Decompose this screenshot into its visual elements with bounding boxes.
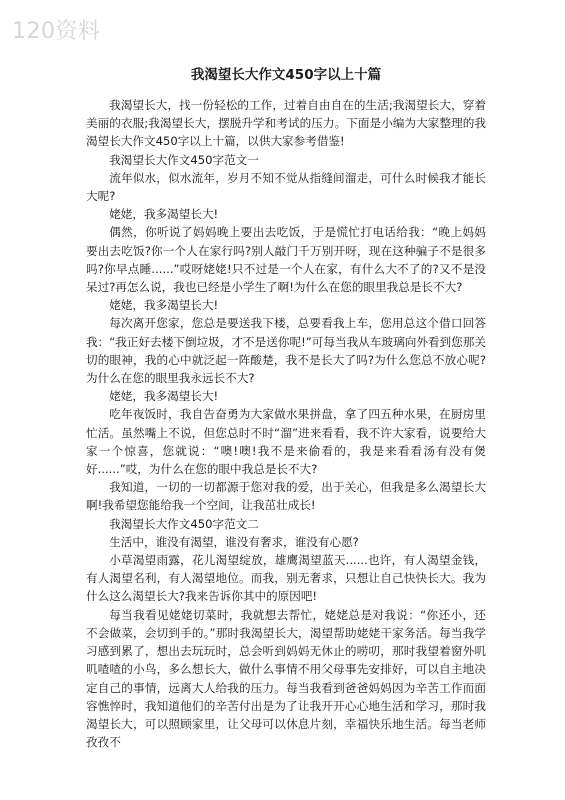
paragraph: 我渴望长大，找一份轻松的工作，过着自由自在的生活;我渴望长大，穿着美丽的衣服;我渴望长大，摆脱升学和考试的压力。下面是小编为大家整理的我渴望长大作文450字以上十篇，以供大家参考借鉴!: [86, 98, 486, 149]
paragraph: 每次离开您家，您总是要送我下楼，总要看我上车，您用总这个借口回答我：“我正好去楼下倒垃圾，才不是送你呢!”可每当我从车玻璃向外看到您那关切的眼神，我的心中就泛起一阵酸楚，我不是长大了吗?为什么您总不放心呢?为什么在您的眼里我永远长不大?: [86, 316, 486, 386]
paragraph: 姥姥，我多渴望长大!: [109, 298, 219, 313]
section-heading: 我渴望长大作文450字范文一: [109, 152, 259, 167]
paragraph: 姥姥，我多渴望长大!: [109, 389, 219, 404]
document-title: 我渴望长大作文450字以上十篇: [190, 67, 382, 83]
paragraph: 生活中，谁没有渴望，谁没有奢求，谁没有心愿?: [109, 534, 359, 549]
paragraph: 流年似水，似水流年，岁月不知不觉从指缝间溜走，可什么时候我才能长大呢?: [86, 170, 486, 204]
paragraph: 姥姥，我多渴望长大!: [109, 207, 219, 222]
paragraph: 偶然，你听说了妈妈晚上要出去吃饭，于是慌忙打电话给我：“晚上妈妈要出去吃饭?你一个人在家行吗?别人敲门千万别开呀，现在这种骗子不是很多吗?你早点睡......”哎呀姥姥!只不过是一个人在家，有什么大不了的?又不是没呆过?再怎么说，我也已经是小学生了啊!为什么在您的眼里我总是长不大?: [86, 225, 486, 295]
document-page: [86, 66, 486, 751]
section-heading: 我渴望长大作文450字范文二: [109, 516, 259, 531]
document-body: [86, 96, 486, 751]
paragraph: 我知道，一切的一切都源于您对我的爱，出于关心，但我是多么渴望长大啊!我希望您能给我一个空间，让我茁壮成长!: [86, 480, 486, 513]
watermark: 120资料: [12, 19, 101, 44]
paragraph: 每当我看见姥姥切菜时，我就想去帮忙，姥姥总是对我说：“你还小，还不会做菜，会切到手的。”那时我渴望长大，渴望帮助姥姥干家务活。每当我学习感到累了，想出去玩玩时，总会听到妈妈无休止的唠叨，那时我望着窗外叽叽喳喳的小鸟，多么想长大，做什么事情不用父母事先安排好，可以自主地决定自己的事情，远离大人给我的压力。每当我看到爸爸妈妈因为辛苦工作而面容憔悴时，我知道他们的辛苦付出是为了让我开开心心地生活和学习，那时我渴望长大，可以照顾家里，让父母可以休息片刻，幸福快乐地生活。每当老师孜孜不: [86, 607, 486, 750]
paragraph: 吃年夜饭时，我自告奋勇为大家做水果拼盘，拿了四五种水果，在厨房里忙活。虽然嘴上不说，但您总时不时“溜”进来看看，我不许大家看，说要给大家一个惊喜，您就说：“噢!噢!我不是来偷看的，我是来看看汤有没有煲好......”哎，为什么在您的眼中我总是长不大?: [86, 407, 486, 477]
paragraph: 小草渴望雨露，花儿渴望绽放，雄鹰渴望蓝天......也许，有人渴望金钱，有人渴望名利，有人渴望地位。而我，别无奢求，只想让自己快快长大。我为什么这么渴望长大?我来告诉你其中的原因吧!: [86, 553, 486, 604]
